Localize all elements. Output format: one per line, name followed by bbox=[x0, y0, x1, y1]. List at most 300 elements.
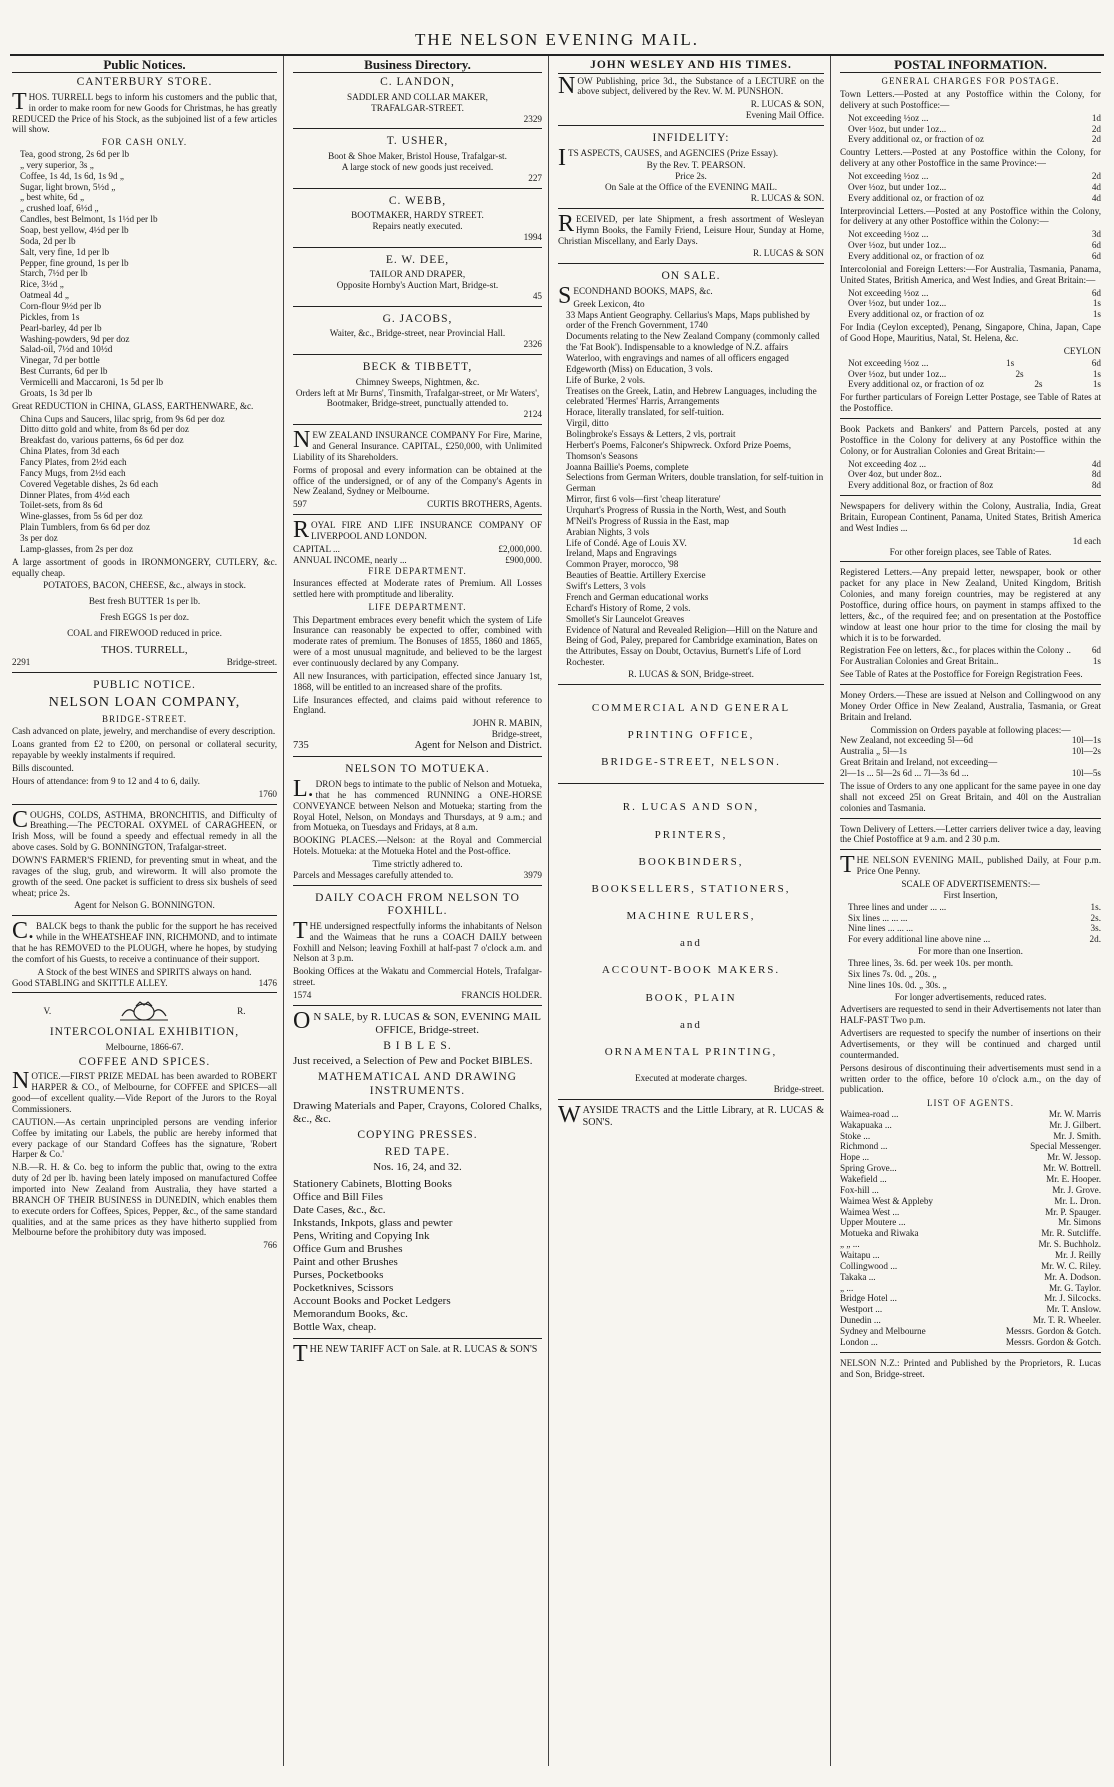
price-item: Tea, good strong, 2s 6d per lb bbox=[20, 148, 130, 159]
row-label: Spring Grove... bbox=[840, 1163, 897, 1174]
china-item: Covered Vegetable dishes, 2s 6d each bbox=[20, 478, 159, 489]
row-value: Special Messenger. bbox=[1030, 1141, 1101, 1152]
ad-signature: THOS. TURRELL, bbox=[101, 643, 188, 656]
book-item: Treatises on the Greek, Latin, and Hebrew Languages, including the celebrated 'Hermes' Harris, Arrangements bbox=[566, 385, 817, 407]
received-ad bbox=[558, 208, 824, 259]
stationery-item: Paint and other Brushes bbox=[293, 1256, 398, 1269]
ad-text: Intercolonial and Foreign Letters:—For Australia, Tasmania, Panama, United States, British America, and West Indies, and Great Britain:— bbox=[840, 263, 1101, 285]
ad-text: NOTICE.—FIRST PRIZE MEDAL has been awarded to ROBERT HARPER & CO., of Melbourne, for COFFEE and SPICES—all good—of excellent quality.—Vide Report of the Jurors to the Royal Commissioners. bbox=[12, 1068, 277, 1115]
row-value: 8d bbox=[1091, 469, 1101, 480]
infidelity-ad bbox=[558, 125, 824, 204]
row-label: Over ½oz, but under 1oz... bbox=[848, 181, 947, 192]
row-label: Motueka and Riwaka bbox=[840, 1228, 919, 1239]
rate-table bbox=[848, 958, 1101, 991]
stationery-item: Purses, Pocketbooks bbox=[293, 1269, 384, 1282]
row-label: Every additional 8oz, or fraction of 8oz bbox=[848, 480, 994, 491]
entry-line1: BOOTMAKER, HARDY STREET. bbox=[351, 210, 484, 221]
ad-text: Great REDUCTION in CHINA, GLASS, EARTHENWARE, &c. bbox=[12, 400, 254, 411]
ad-text: On Sale at the Office of the EVENING MAIL. bbox=[604, 182, 778, 193]
china-item: 3s per doz bbox=[20, 533, 58, 544]
ad-title: RED TAPE. bbox=[384, 1145, 451, 1158]
row-label: Every additional oz, or fraction of oz bbox=[848, 379, 984, 390]
ad-title: DAILY COACH FROM NELSON TO FOXHILL. bbox=[315, 891, 520, 918]
row-label: Bridge Hotel ... bbox=[840, 1293, 897, 1304]
row-label: Over ½oz, but under 1oz... bbox=[848, 240, 947, 251]
entry-line2: Orders left at Mr Burns', Tinsmith, Trafalgar-street, or Mr Waters', Bootmaker, Bridge-street, punctually attended to. bbox=[295, 387, 540, 409]
entry-line1: TAILOR AND DRAPER, bbox=[369, 269, 466, 280]
directory-entry bbox=[293, 354, 542, 420]
ad-signature: R. LUCAS & SON, Bridge-street. bbox=[628, 668, 754, 679]
price-item: Pepper, fine ground, 1s per lb bbox=[20, 257, 129, 268]
directory-entry bbox=[293, 306, 542, 350]
directory-list bbox=[293, 76, 542, 420]
rate-row bbox=[840, 768, 1101, 779]
ad-signature: CURTIS BROTHERS, Agents. bbox=[427, 499, 542, 510]
row-label: „ „ ... bbox=[840, 1239, 860, 1250]
price-item: Soap, best yellow, 4½d per lb bbox=[20, 224, 129, 235]
row-value: Mr. W. Marris bbox=[1048, 1108, 1101, 1119]
agent-row bbox=[840, 1250, 1101, 1261]
row-value: Mr. P. Spauger. bbox=[1045, 1206, 1101, 1217]
income-row bbox=[293, 555, 542, 566]
exhibition-ad bbox=[12, 992, 277, 1251]
row-value: 6d bbox=[1091, 250, 1101, 261]
rate-row bbox=[848, 480, 1101, 491]
row-label: Waitapu ... bbox=[840, 1250, 880, 1261]
registered-block bbox=[840, 561, 1101, 680]
book-item: M'Neil's Progress of Russia in the East, map bbox=[566, 515, 730, 526]
row-value: 2d bbox=[1091, 134, 1101, 145]
ad-text: Advertisers are requested to send in their Advertisements not later than HALF-PAST Two p.m. bbox=[840, 1004, 1101, 1026]
section-heading: POSTAL INFORMATION. bbox=[840, 57, 1101, 73]
row-value: 6d bbox=[1091, 240, 1101, 251]
book-item: Edgeworth (Miss) on Education, 3 vols. bbox=[566, 363, 713, 374]
ad-title: NELSON TO MOTUEKA. bbox=[345, 763, 490, 776]
ad-text: Booking Offices at the Wakatu and Commercial Hotels, Trafalgar-street. bbox=[293, 966, 542, 988]
rate-row bbox=[848, 913, 1101, 924]
ad-subtitle: LIFE DEPARTMENT. bbox=[368, 601, 467, 612]
row-label: Waimea West ... bbox=[840, 1206, 900, 1217]
ad-address: Bridge-street. bbox=[226, 656, 277, 667]
price-item: „ crushed loaf, 6½d „ bbox=[20, 203, 99, 214]
entry-line2: A large stock of new goods just received. bbox=[341, 161, 494, 172]
ad-title: MATHEMATICAL AND DRAWING INSTRUMENTS. bbox=[318, 1071, 517, 1097]
row-label: Wakefield ... bbox=[840, 1174, 887, 1185]
firm-line: and bbox=[680, 1018, 702, 1031]
agent-row bbox=[840, 1239, 1101, 1250]
price-item: Best Currants, 6d per lb bbox=[20, 366, 108, 377]
row-value: Mr. W. Bottrell. bbox=[1043, 1163, 1101, 1174]
rate-row bbox=[848, 251, 1101, 262]
ad-footer bbox=[293, 499, 542, 510]
row-label: Registration Fee on letters, &c., for places within the Colony .. bbox=[840, 645, 1071, 656]
ad-number: 227 bbox=[528, 172, 542, 183]
column-business-directory bbox=[291, 56, 549, 1766]
rate-table bbox=[848, 459, 1101, 492]
stationery-item: Pocketknives, Scissors bbox=[293, 1282, 394, 1295]
book-item: French and German educational works bbox=[566, 591, 709, 602]
china-item: Toilet-sets, from 8s 6d bbox=[20, 500, 103, 511]
ad-number: 1994 bbox=[523, 231, 542, 242]
stationery-list bbox=[293, 1178, 542, 1334]
china-item: Fancy Plates, from 2½d each bbox=[20, 457, 127, 467]
ad-text: Loans granted from £2 to £200, on personal or collateral security, repayable by weekly instalments if required. bbox=[12, 739, 277, 761]
ad-text: The issue of Orders to any one applicant for the same payee in one day shall not exceed 25l on Great Britain, and 40l on the Australian colonies and Tasmania. bbox=[840, 780, 1101, 813]
price-item: Oatmeal 4d „ bbox=[20, 290, 69, 301]
book-item: Joanna Baillie's Poems, complete bbox=[566, 461, 689, 472]
rate-table bbox=[848, 358, 1101, 391]
rate-row bbox=[848, 923, 1101, 934]
firm-line: ACCOUNT-BOOK MAKERS. bbox=[601, 964, 781, 977]
rate-table bbox=[840, 735, 1101, 778]
row-label: Over 4oz, but under 8oz.. bbox=[848, 469, 942, 480]
rate-table bbox=[848, 171, 1101, 204]
row-label: Every additional oz, or fraction of oz bbox=[848, 192, 984, 203]
ad-text: ON SALE, by R. LUCAS & SON, EVENING MAIL OFFICE, Bridge-street. bbox=[293, 1007, 541, 1036]
ad-text: Drawing Materials and Paper, Crayons, Colored Chalks, &c., &c. bbox=[293, 1100, 542, 1126]
rate-row bbox=[848, 124, 1101, 135]
row-label: Not exceeding ½oz ... bbox=[848, 357, 929, 368]
price-item: Salt, very fine, 1d per lb bbox=[20, 246, 110, 257]
price-item: Pickles, from 1s bbox=[20, 311, 80, 322]
ad-subtitle: FIRE DEPARTMENT. bbox=[368, 565, 467, 576]
ad-text: COUGHS, COLDS, ASTHMA, BRONCHITIS, and Difficulty of Breathing.—The PECTORAL OXYMEL of CARAGHEEN, or Irish Moss, will be found a speedy and effectual remedy in all the above cases. Sold by G. BONNINGTON, Trafalgar-street. bbox=[12, 806, 277, 853]
row-value: Messrs. Gordon & Gotch. bbox=[1005, 1326, 1101, 1337]
rate-row bbox=[848, 240, 1101, 251]
ad-text: ITS ASPECTS, CAUSES, and AGENCIES (Prize Essay). bbox=[558, 144, 779, 171]
rate-row bbox=[848, 193, 1101, 204]
ad-number: 2326 bbox=[523, 339, 542, 350]
ad-signature: R. LUCAS & SON bbox=[753, 248, 824, 259]
stationery-item: Pens, Writing and Copying Ink bbox=[293, 1230, 430, 1243]
ad-text: Forms of proposal and every information can be obtained at the office of the undersigned, or of any of the Company's Agents in New Zealand, Sydney or Melbourne. bbox=[293, 464, 542, 497]
secondhand-ad bbox=[558, 263, 824, 680]
masthead: THE NELSON EVENING MAIL. bbox=[414, 30, 700, 49]
book-item: Documents relating to the New Zealand Company (commonly called the 'Fat Book'). Indispensable to a knowledge of N.Z. affairs bbox=[566, 331, 820, 353]
price-item: „ best white, 6d „ bbox=[20, 192, 85, 203]
agent-row bbox=[840, 1109, 1101, 1120]
book-item: Horace, literally translated, for self-tuition. bbox=[566, 407, 724, 418]
entry-name: E. W. DEE, bbox=[385, 253, 450, 266]
row-value: 6d bbox=[1091, 287, 1101, 298]
ad-text: NOW Publishing, price 3d., the Substance of a LECTURE on the above subject, delivered by the Rev. W. M. PUNSHON. bbox=[558, 72, 824, 99]
crest-letter: R. bbox=[237, 1006, 246, 1017]
book-item: Beauties of Beattie. Artillery Exercise bbox=[566, 570, 706, 581]
row-label: Nine lines 10s. 0d. „ 30s. „ bbox=[848, 979, 947, 990]
entry-line2: TRAFALGAR-STREET. bbox=[371, 102, 464, 113]
agent-row bbox=[840, 1141, 1101, 1152]
price-item: Soda, 2d per lb bbox=[20, 235, 76, 246]
ad-text: L.DRON begs to intimate to the public of Nelson and Motueka, that he has commenced RUNNING a ONE-HORSE CONVEYANCE between Nelson and Motueka; starting from the Royal Hotel, Nelson, on Mondays and Thursdays, at 9 a.m.; and from Motueka, on Tuesdays and Fridays, at 8 a.m. bbox=[293, 775, 543, 833]
row-value: Mr. Simons bbox=[1058, 1217, 1101, 1228]
ad-text: Interprovincial Letters.—Posted at any Postoffice within the Colony, for delivery at any other Postoffice within the Colony:— bbox=[840, 205, 1101, 227]
row-label: Australia „ 5l—1s bbox=[840, 746, 907, 757]
advertising-scale bbox=[840, 849, 1101, 1348]
ad-title: INFIDELITY: bbox=[652, 132, 730, 144]
ad-subtitle: LIST OF AGENTS. bbox=[926, 1098, 1015, 1109]
ad-text: For India (Ceylon excepted), Penang, Singapore, China, Japan, Cape of Good Hope, Mauritius, Natal, St. Helena, &c. bbox=[840, 322, 1101, 343]
row-label: For Australian Colonies and Great Britain.. bbox=[840, 656, 999, 667]
ad-text: CAUTION.—As certain unprincipled persons are vending inferior Coffee by imitating our Labels, the public are hereby informed that every package of our Standard Coffees has the signature, 'Robert Harper & Co.' bbox=[12, 1116, 277, 1160]
row-label: New Zealand, not exceeding 5l—6d bbox=[840, 735, 973, 746]
rate-row bbox=[840, 757, 1101, 768]
ad-title: B I B L E S. bbox=[383, 1039, 452, 1052]
ad-text: Best fresh BUTTER 1s per lb. bbox=[88, 596, 201, 607]
wayside-ad bbox=[558, 1099, 824, 1129]
ad-title: NELSON LOAN COMPANY, bbox=[48, 695, 241, 711]
ad-text: THE undersigned respectfully informs the inhabitants of Nelson and the Waimeas that he runs a COACH DAILY between Foxhill and Nelson; leaving Foxhill at half-past 7 o'clock a.m. and Nelson at 3 p.m. bbox=[293, 917, 542, 964]
ad-text: THE NEW TARIFF ACT on Sale. at R. LUCAS & SON'S bbox=[293, 1341, 538, 1368]
crest-letter: V. bbox=[43, 1006, 52, 1017]
ad-text: Book Packets and Bankers' and Pattern Parcels, posted at any Postoffice in the Colony for delivery at any Postoffice within the Colony, or for Australian Colonies and Great Britain:— bbox=[840, 424, 1101, 456]
row-value: Mr. J. Smith. bbox=[1053, 1130, 1101, 1141]
stationery-item: Memorandum Books, &c. bbox=[293, 1308, 408, 1321]
price-item: „ very superior, 3s „ bbox=[20, 159, 94, 170]
row-label: Richmond ... bbox=[840, 1141, 888, 1152]
rate-table bbox=[848, 113, 1101, 146]
row-label: Every additional oz, or fraction of oz bbox=[848, 250, 984, 261]
ad-number: 45 bbox=[532, 291, 542, 302]
royal-crest-icon bbox=[114, 1000, 174, 1022]
price-item: Washing-powders, 9d per doz bbox=[20, 333, 130, 344]
ad-number: 1760 bbox=[258, 788, 277, 799]
row-value: Mr. G. Taylor. bbox=[1048, 1282, 1101, 1293]
row-label: Wakapuaka ... bbox=[840, 1119, 892, 1130]
book-item: Echard's History of Rome, 2 vols. bbox=[566, 602, 691, 613]
public-notice-block bbox=[12, 672, 277, 800]
book-item: Waterloo, with engravings and names of all officers engaged bbox=[566, 353, 789, 364]
ad-text: Country Letters.—Posted at any Postoffice within the Colony, for delivery at any other Postoffice in the same Province:— bbox=[840, 147, 1101, 169]
row-label: ANNUAL INCOME, nearly ... bbox=[293, 554, 407, 565]
ad-signature: Agent for Nelson G. BONNINGTON. bbox=[74, 900, 215, 911]
stationery-item: Office and Bill Files bbox=[293, 1191, 383, 1204]
ad-text: Executed at moderate charges. bbox=[634, 1073, 748, 1084]
nz-insurance-ad bbox=[293, 424, 542, 510]
china-item: Breakfast do, various patterns, 6s 6d per doz bbox=[20, 435, 184, 446]
agent-row bbox=[840, 1196, 1101, 1207]
ad-text: By the Rev. T. PEARSON. bbox=[646, 160, 746, 171]
newspapers-block bbox=[840, 495, 1101, 557]
directory-entry bbox=[293, 188, 542, 243]
agent-row bbox=[840, 1174, 1101, 1185]
price-item: Candles, best Belmont, 1s 1½d per lb bbox=[20, 214, 158, 225]
ad-subtitle: For more than one Insertion. bbox=[918, 946, 1023, 957]
china-list bbox=[20, 414, 277, 555]
ad-text: Persons desirous of discontinuing their advertisements must send in a written order to the office, before 10 o'clock a.m., on the day of publication. bbox=[840, 1062, 1101, 1095]
entry-name: C. LANDON, bbox=[380, 76, 455, 89]
row-value: 10l—2s bbox=[1071, 746, 1101, 757]
rate-row bbox=[840, 735, 1101, 746]
ad-text: Good STABLING and SKITTLE ALLEY. bbox=[12, 977, 168, 988]
agent-row bbox=[840, 1293, 1101, 1304]
row-label: 2l—1s ... 5l—2s 6d ... 7l—3s 6d ... bbox=[840, 768, 969, 779]
agent-row bbox=[840, 1283, 1101, 1294]
ad-address: Bridge-street, bbox=[491, 729, 542, 740]
rate-row bbox=[848, 969, 1101, 980]
stationery-item: Office Gum and Brushes bbox=[293, 1243, 403, 1256]
book-item: Mirror, first 6 vols—first 'cheap literature' bbox=[566, 494, 721, 505]
firm-line: ORNAMENTAL PRINTING, bbox=[604, 1046, 778, 1059]
agent-row bbox=[840, 1304, 1101, 1315]
ad-footer bbox=[293, 870, 542, 881]
row-label: Nine lines ... ... ... bbox=[848, 923, 914, 934]
ad-title: JOHN WESLEY AND HIS TIMES. bbox=[558, 59, 824, 74]
row-label: Every additional oz, or fraction of oz bbox=[848, 309, 984, 320]
rate-row bbox=[848, 980, 1101, 991]
row-value: 2d bbox=[1091, 123, 1101, 134]
price-item: Coffee, 1s 4d, 1s 6d, 1s 9d „ bbox=[20, 170, 124, 181]
row-value: 1s bbox=[1092, 309, 1101, 320]
entry-line1: Boot & Shoe Maker, Bristol House, Trafalgar-st. bbox=[328, 151, 507, 162]
price-item: Starch, 7½d per lb bbox=[20, 268, 88, 279]
ad-text: Registered Letters.—Any prepaid letter, newspaper, book or other packet for any place in New Zealand, United Kingdom, British Colonies, and many foreign countries, may be registered at any Postoffice, during office hours, on payment in stamps affixed to the letters, &c., of the required fee; and on presentation at the Postoffice window at least one hour prior to the time for closing the mail by which it is to be forwarded. bbox=[840, 567, 1101, 643]
china-item: China Cups and Saucers, lilac sprig, from 9s 6d per doz bbox=[20, 413, 225, 424]
row-value: 4d bbox=[1091, 192, 1101, 203]
row-label: Over ½oz, but under 1oz... bbox=[848, 298, 947, 309]
rate-row bbox=[848, 902, 1101, 913]
entry-name: BECK & TIBBETT, bbox=[362, 361, 473, 374]
entry-line2: Repairs neatly executed. bbox=[372, 221, 463, 232]
rate-row bbox=[848, 369, 1101, 380]
entry-name: G. JACOBS, bbox=[382, 312, 453, 325]
motueka-ad bbox=[293, 756, 542, 880]
ad-number: 597 bbox=[293, 499, 307, 510]
section-heading: Public Notices. bbox=[12, 57, 277, 73]
ad-text: See Table of Rates at the Postoffice for Foreign Registration Fees. bbox=[840, 669, 1083, 680]
imprint-block bbox=[840, 1352, 1101, 1380]
book-item: Life of Burke, 2 vols. bbox=[566, 374, 646, 385]
ad-text: Price 2s. bbox=[675, 171, 707, 182]
ad-signature: Agent for Nelson and District. bbox=[414, 740, 542, 752]
ad-number: 735 bbox=[293, 740, 309, 752]
ad-number: 3979 bbox=[523, 869, 542, 880]
rate-row bbox=[848, 379, 1101, 390]
row-label: Three lines, 3s. 6d. per week 10s. per month. bbox=[848, 957, 1014, 968]
row-label: Sydney and Melbourne bbox=[840, 1326, 926, 1337]
firm-line: MACHINE RULERS, bbox=[626, 910, 756, 923]
ad-number: 766 bbox=[263, 1240, 277, 1251]
ad-text: NEW ZEALAND INSURANCE COMPANY For Fire, Marine, and General Insurance. CAPITAL, £250,000, with Unlimited Liability of its Shareholders. bbox=[293, 427, 542, 462]
row-value: Mr. A. Dodson. bbox=[1044, 1271, 1101, 1282]
row-value: Mr. J. Grove. bbox=[1052, 1184, 1101, 1195]
ad-title: ON SALE. bbox=[661, 270, 721, 283]
row-label: Not exceeding ½oz ... bbox=[848, 112, 929, 123]
ad-footer bbox=[293, 990, 542, 1001]
ad-title: PUBLIC NOTICE. bbox=[93, 678, 196, 691]
row-label: For every additional line above nine ... bbox=[848, 934, 991, 945]
stationery-item: Inkstands, Inkpots, glass and pewter bbox=[293, 1217, 453, 1230]
ad-text: THE NELSON EVENING MAIL, published Daily, at Four p.m. Price One Penny. bbox=[840, 852, 1101, 879]
rate-value: 1d each bbox=[1072, 535, 1101, 546]
ad-text: THOS. TURRELL begs to inform his customers and the public that, in order to make room for new Goods for Christmas, he has greatly REDUCED the Price of his Stock, as the subjoined list of a few articles will show. bbox=[12, 88, 277, 135]
row-value: Mr. T. Anslow. bbox=[1046, 1304, 1101, 1315]
lucas-sale-ad bbox=[293, 1005, 542, 1334]
rate-row bbox=[840, 645, 1101, 656]
directory-entry bbox=[293, 247, 542, 302]
rate-row bbox=[848, 171, 1101, 182]
rate-row bbox=[848, 134, 1101, 145]
column-postal bbox=[838, 56, 1104, 1766]
book-item: Selections from German Writers, double translation, for self-tuition in German bbox=[566, 472, 824, 494]
ad-text: ROYAL FIRE AND LIFE INSURANCE COMPANY OF LIVERPOOL AND LONDON. bbox=[293, 517, 542, 544]
ad-title: INTERCOLONIAL EXHIBITION, bbox=[49, 1026, 240, 1039]
ad-text: Life Insurances effected, and claims paid without reference to England. bbox=[293, 694, 542, 716]
china-item: Fancy Mugs, from 2½d each bbox=[20, 467, 126, 478]
ad-text: Hours of attendance: from 9 to 12 and 4 to 6, daily. bbox=[12, 775, 200, 786]
rate-row bbox=[840, 656, 1101, 667]
entry-line1: Chimney Sweeps, Nightmen, &c. bbox=[355, 376, 480, 387]
agent-row bbox=[840, 1315, 1101, 1326]
balck-ad bbox=[12, 915, 277, 988]
printing-office-lines bbox=[558, 702, 824, 770]
agent-row bbox=[840, 1217, 1101, 1228]
book-item: 33 Maps Antient Geography. Cellarius's Maps, Maps published by order of the French Government, 1740 bbox=[566, 309, 810, 331]
row-label: Hope ... bbox=[840, 1152, 870, 1163]
section-heading: Business Directory. bbox=[293, 57, 542, 73]
price-item: Rice, 3½d „ bbox=[20, 279, 64, 290]
stationery-item: Date Cases, &c., &c. bbox=[293, 1204, 386, 1217]
ad-text: RECEIVED, per late Shipment, a fresh assortment of Wesleyan Hymn Books, the Family Friend, Leisure Hour, Sunday at Home, Christian Miscellany, and Early Days. bbox=[558, 210, 824, 246]
agent-row bbox=[840, 1228, 1101, 1239]
ad-text: Bills discounted. bbox=[12, 762, 74, 773]
rate-row bbox=[848, 459, 1101, 470]
agent-row bbox=[840, 1272, 1101, 1283]
ad-address: Bridge-street. bbox=[773, 1084, 824, 1095]
directory-entry bbox=[293, 128, 542, 183]
row-value: Mr. W. Jessop. bbox=[1047, 1152, 1101, 1163]
row-value: 2s bbox=[1034, 379, 1043, 390]
row-label: Every additional oz, or fraction of oz bbox=[848, 134, 984, 145]
china-item: Wine-glasses, from 5s 6d per doz bbox=[20, 511, 143, 522]
price-item: Sugar, light brown, 5½d „ bbox=[20, 181, 116, 192]
ad-title: CANTERBURY STORE. bbox=[76, 76, 213, 89]
imprint: NELSON N.Z.: Printed and Published by the Proprietors, R. Lucas and Son, Bridge-street. bbox=[840, 1357, 1101, 1379]
printing-office-ad bbox=[558, 684, 824, 770]
book-item: Ireland, Maps and Engravings bbox=[566, 548, 677, 559]
ad-signature: R. LUCAS & SON, bbox=[750, 99, 824, 110]
row-value: 4d bbox=[1091, 181, 1101, 192]
ad-text: Fresh EGGS 1s per doz. bbox=[99, 612, 190, 623]
row-label: Six lines ... ... ... bbox=[848, 912, 908, 923]
ad-text: Commission on Orders payable at following places:— bbox=[870, 724, 1071, 735]
row-value: 3s. bbox=[1090, 923, 1101, 934]
row-value: £900,000. bbox=[505, 554, 542, 565]
price-item: Pearl-barley, 4d per lb bbox=[20, 322, 102, 333]
ad-subtitle: FOR CASH ONLY. bbox=[101, 137, 188, 148]
rate-row bbox=[848, 288, 1101, 299]
row-label: Stoke ... bbox=[840, 1130, 871, 1141]
column-books bbox=[556, 56, 831, 1766]
row-label: Over ½oz, but under 1oz... bbox=[848, 368, 947, 379]
ad-number: 1476 bbox=[258, 977, 277, 988]
china-item: Ditto ditto gold and white, from 8s 6d per doz bbox=[20, 424, 189, 435]
ad-text: A large assortment of goods in IRONMONGERY, CUTLERY, &c. equally cheap. bbox=[12, 556, 277, 578]
ad-text: All new Insurances, with participation, effected since January 1st, 1868, will be entitled to an increased share of the profits. bbox=[293, 670, 542, 692]
row-value: 1d bbox=[1091, 112, 1101, 123]
ad-number: 2329 bbox=[523, 113, 542, 124]
row-value: Messrs. Gordon & Gotch. bbox=[1005, 1336, 1101, 1347]
money-orders-block bbox=[840, 684, 1101, 813]
china-item: Dinner Plates, from 4½d each bbox=[20, 489, 130, 500]
town-delivery-block bbox=[840, 818, 1101, 846]
rate-row bbox=[848, 469, 1101, 480]
row-label: Upper Moutere ... bbox=[840, 1217, 906, 1228]
royal-insurance-ad bbox=[293, 514, 542, 752]
row-value: Mr. T. R. Wheeler. bbox=[1032, 1315, 1101, 1326]
row-value: Mr. J. Reilly bbox=[1055, 1250, 1101, 1261]
ad-text: Time strictly adhered to. bbox=[372, 858, 463, 869]
ad-text: Newspapers for delivery within the Colony, Australia, India, Great Britain, European Continent, Panama, United States, British America and West Indies ... bbox=[840, 501, 1101, 533]
